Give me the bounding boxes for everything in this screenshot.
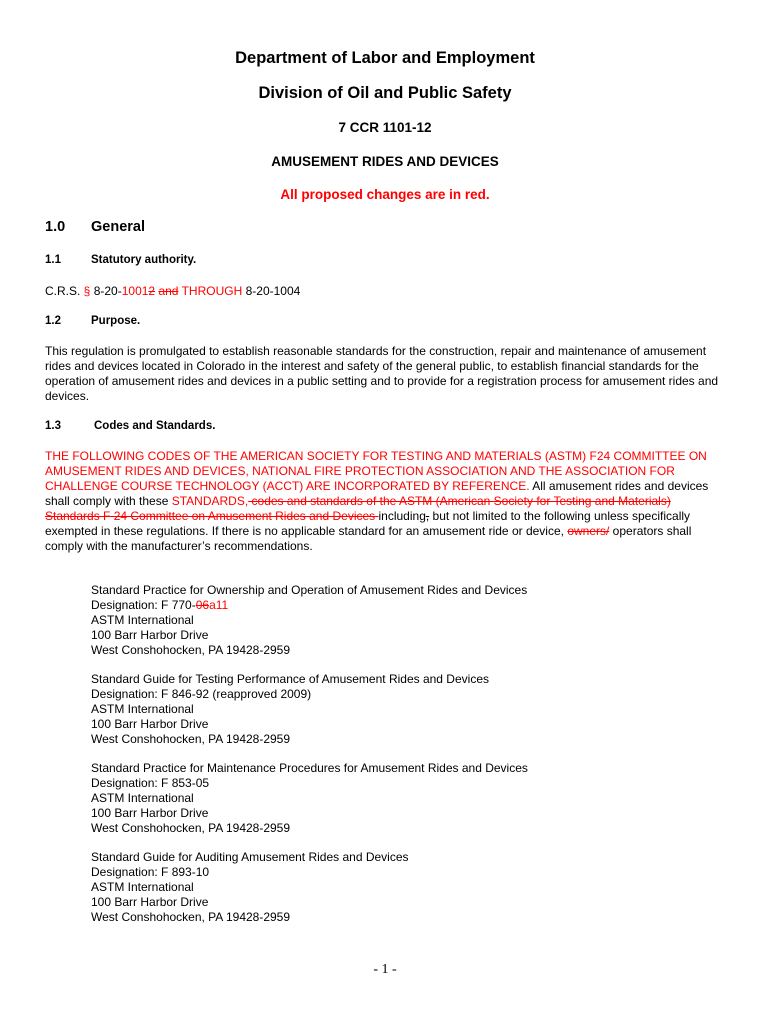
department-heading: Department of Labor and Employment (235, 49, 535, 67)
standard-title: Standard Practice for Maintenance Procedures for Amusement Rides and Devices (91, 761, 528, 775)
inserted-text: THROUGH (178, 284, 243, 298)
section-title-statutory: Statutory authority. (91, 254, 197, 266)
standard-street: 100 Barr Harbor Drive (91, 628, 209, 642)
crs-citation: C.R.S. § 8-20-10012 and THROUGH 8-20-1004 (45, 284, 301, 298)
deleted-text: owners/ (567, 524, 610, 538)
page-number: - 1 - (373, 962, 397, 977)
standard-designation: Designation: F 770-06a11 (91, 598, 229, 612)
section-number: 1.0 (45, 219, 66, 235)
deleted-text: 2 (148, 284, 156, 298)
deleted-text: codes and standards of the ASTM (American Society for Testing and Materials) Standards F 24 Committee on Amusement Rides and Devices (45, 494, 671, 523)
standard-street: 100 Barr Harbor Drive (91, 717, 209, 731)
section-number: 1.3 (45, 420, 61, 432)
section-title-general: General (91, 219, 145, 235)
standard-title: Standard Guide for Auditing Amusement Rides and Devices (91, 850, 409, 864)
deleted-text: , (425, 509, 430, 523)
standard-street: 100 Barr Harbor Drive (91, 895, 209, 909)
deleted-text: 06 (195, 598, 210, 612)
section-number: 1.1 (45, 254, 61, 266)
standard-reference (91, 761, 528, 836)
codes-paragraph: THE FOLLOWING CODES OF THE AMERICAN SOCIETY FOR TESTING AND MATERIALS (ASTM) F24 COMMITTEE ON AMUSEMENT RIDES AND DEVICES, NATIONAL FIRE PROTECTION ASSOCIATION AND THE ASSOCIATION FOR CHALLENGE COURSE TECHNOLOGY (ACCT) ARE INCORPORATED BY REFERENCE. All amusement rides and devices shall comply with these STANDARDS, codes and standards of the ASTM (American Society for Testing and Materials) Standards F 24 Committee on Amusement Rides and Devices including, but not limited to the following unless specifically exempted in these regulations. If there is no applicable standard for an amusement ride or device, owners/ operators shall comply with the manufacturer’s recommendations. (45, 449, 709, 553)
standard-city: West Conshohocken, PA 19428-2959 (91, 821, 291, 835)
division-heading: Division of Oil and Public Safety (258, 84, 512, 102)
proposed-changes-notice: All proposed changes are in red. (280, 187, 490, 202)
section-title-codes: Codes and Standards. (94, 420, 216, 432)
standard-reference (91, 672, 489, 747)
standard-reference (91, 850, 409, 925)
inserted-text: a11 (209, 598, 229, 612)
standard-title: Standard Practice for Ownership and Operation of Amusement Rides and Devices (91, 583, 528, 597)
standard-organization: ASTM International (91, 880, 194, 894)
standard-designation: Designation: F 846-92 (reapproved 2009) (91, 687, 312, 701)
standard-city: West Conshohocken, PA 19428-2959 (91, 910, 291, 924)
standard-city: West Conshohocken, PA 19428-2959 (91, 732, 291, 746)
standard-city: West Conshohocken, PA 19428-2959 (91, 643, 291, 657)
inserted-text: THE FOLLOWING CODES OF THE AMERICAN SOCIETY FOR TESTING AND MATERIALS (ASTM) F24 COMMITTEE ON AMUSEMENT RIDES AND DEVICES, NATIONAL FIRE PROTECTION ASSOCIATION AND THE ASSOCIATION FOR CHALLENGE COURSE TECHNOLOGY (ACCT) ARE INCORPORATED BY REFERENCE. (45, 449, 707, 493)
standard-organization: ASTM International (91, 791, 194, 805)
rule-code: 7 CCR 1101-12 (338, 120, 432, 135)
document-title: AMUSEMENT RIDES AND DEVICES (271, 154, 499, 169)
standard-street: 100 Barr Harbor Drive (91, 806, 209, 820)
standard-designation: Designation: F 893-10 (91, 865, 210, 879)
deleted-text: and (158, 284, 179, 298)
section-number: 1.2 (45, 315, 61, 327)
section-title-purpose: Purpose. (91, 315, 141, 327)
inserted-text: 1001 (121, 284, 149, 298)
standard-title: Standard Guide for Testing Performance of Amusement Rides and Devices (91, 672, 489, 686)
standard-organization: ASTM International (91, 613, 194, 627)
standard-organization: ASTM International (91, 702, 194, 716)
purpose-paragraph: This regulation is promulgated to establish reasonable standards for the construction, repair and maintenance of amusement rides and devices located in Colorado in the interest and safety of the general public, to establish financial standards for the operation of amusement rides and devices in a public setting and to provide for a registration process for amusement rides and devices. (45, 344, 719, 403)
inserted-text: STANDARDS, (171, 494, 249, 508)
standard-designation: Designation: F 853-05 (91, 776, 210, 790)
standard-reference (91, 583, 527, 658)
